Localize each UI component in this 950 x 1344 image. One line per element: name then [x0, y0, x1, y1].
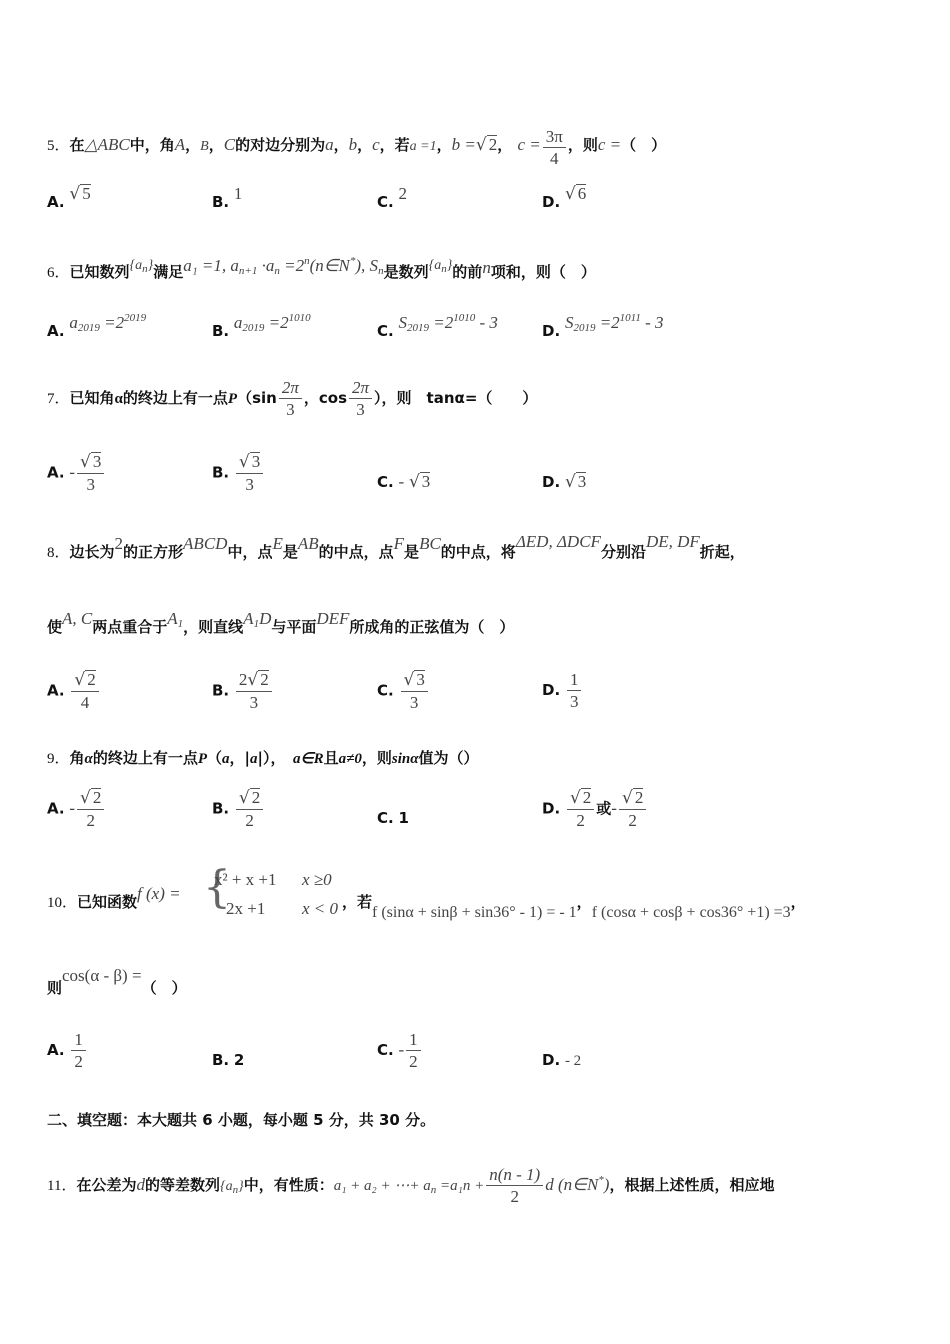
q7-option-d[interactable]: D. √ 3 [542, 472, 587, 492]
q5-option-d[interactable]: D. √ 6 [542, 184, 587, 211]
question-6: 6．已知数列$\{a_n\}$满足a₁ =1, $a_{n+1} \cdot a_n$ $=2^n(n\in N^*)$, $S_n$是数列$\{a_n\}$的前n项和，则（ ） [47, 255, 596, 281]
q5-option-a[interactable]: A. √ 5 [47, 184, 91, 211]
question-5: 5．在△ABC中，角A，B，C的对边分别为a，b，c，若a =1，b =√ 2， c = $\frac{3\pi}{4}$ ，则c =（ ） [47, 127, 667, 168]
question-8-line-2: 使A, C两点重合于$A_1$，则直线$A_1D$与平面DEF所成角的正弦值为（ ） [47, 609, 515, 636]
question-7: 7．已知角α的终边上有一点P（sin $\frac{2\pi}{3}$ ，cos $\frac{2\pi}{3}$ ），则 tanα=（ ） [47, 378, 538, 419]
fraction-3pi-over-4: $\frac{3\pi}{4}$ [543, 127, 566, 168]
question-10: 10．已知函数f (x) = [47, 884, 181, 911]
q7-option-c[interactable]: C. - √ 3 [377, 472, 431, 492]
piecewise-brace: { [203, 862, 231, 913]
q8-option-b[interactable]: B. $\frac{2√ 2}{3}$ [212, 670, 274, 712]
q10-option-c[interactable]: C. - $\frac{1}{2}$ [377, 1030, 423, 1071]
piecewise-cond-2: x < 0 [302, 899, 339, 918]
q7-option-b[interactable]: B. $\frac{√ 3}{3}$ [212, 452, 265, 494]
question-10-conditions: ，若f (sinα + sinβ + sin36° - 1) = - 1，f (cosα + cosβ + cos36° +1) =3， [342, 893, 806, 921]
q8-option-d[interactable]: D. $\frac{1}{3}$ [542, 670, 583, 711]
q5-option-c[interactable]: C. 2 [377, 184, 407, 211]
q9-option-b[interactable]: B. $\frac{√ 2}{2}$ [212, 788, 265, 830]
piecewise-case-2: 2x +1 [226, 899, 266, 918]
piecewise-case-1: x² + x +1 [214, 870, 277, 889]
q6-option-d[interactable]: D. $S_{2019} =2^{1011} - 3$ [542, 312, 664, 340]
q6-option-b[interactable]: B. $a_{2019} =2^{1010}$ [212, 312, 311, 340]
q10-option-d[interactable]: D. - 2 [542, 1051, 582, 1069]
q8-option-c[interactable]: C. $\frac{√ 3}{3}$ [377, 670, 430, 712]
q9-option-a[interactable]: A. - $\frac{√ 2}{2}$ [47, 788, 106, 830]
q6-option-a[interactable]: A. $a_{2019} =2^{2019}$ [47, 312, 147, 340]
q9-option-d[interactable]: D. $\frac{√ 2}{2}$ 或- $\frac{√ 2}{2}$ [542, 788, 648, 830]
q5-option-b[interactable]: B. 1 [212, 184, 243, 211]
question-8-line-1: 8．边长为2的正方形ABCD中，点E是AB的中点，点F是BC的中点，将ΔED, ΔDCF分别沿DE, DF折起， [47, 532, 745, 561]
q6-option-c[interactable]: C. $S_{2019} =2^{1010} - 3$ [377, 312, 498, 340]
question-11: 11．在公差为d的等差数列$\{a_n\}$中，有性质：a₁ + a₂ + ⋯+ $a_n =a_1n$ + $\frac{n(n - 1)}{2}$ d (n∈N*)，根据上述性质，相应地 [47, 1165, 775, 1206]
q10-option-b[interactable]: B. 2 [212, 1051, 245, 1069]
piecewise-cond-1: x ≥0 [302, 870, 332, 889]
question-10-line-2: 则cos(α - β) =（ ） [47, 966, 187, 997]
q8-option-a[interactable]: A. $\frac{√ 2}{4}$ [47, 670, 101, 712]
q9-option-c[interactable]: C. 1 [377, 809, 409, 827]
section-2-heading: 二、填空题：本大题共 6 小题，每小题 5 分，共 30 分。 [47, 1111, 436, 1129]
question-9: 9．角α的终边上有一点P（a，|a|）， a∈R且a≠0，则sinα值为（） [47, 749, 479, 767]
q10-option-a[interactable]: A. $\frac{1}{2}$ [47, 1030, 88, 1071]
q7-option-a[interactable]: A. - $\frac{√ 3}{3}$ [47, 452, 106, 494]
